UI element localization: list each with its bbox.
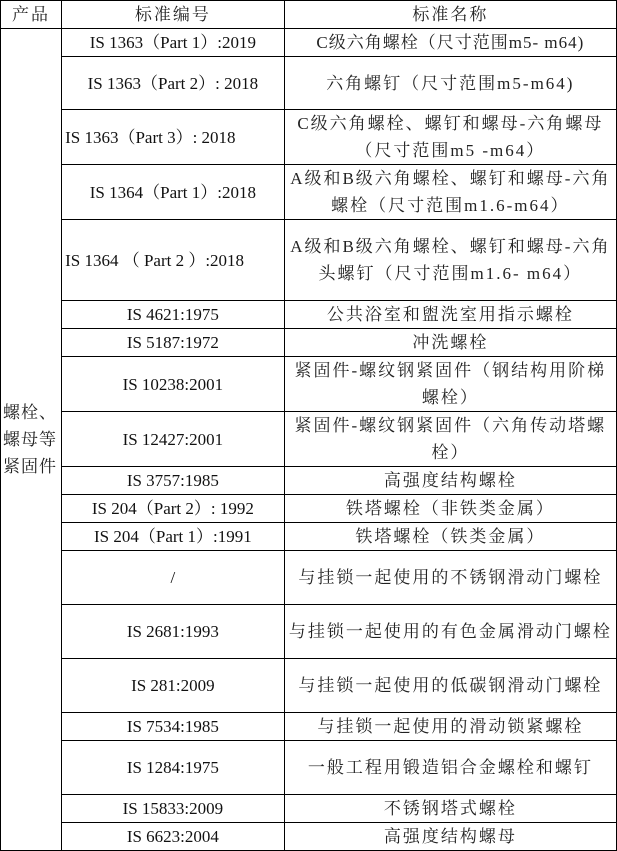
table-row — [1, 329, 617, 357]
standard-code: IS 1364（Part 1）:2018 — [62, 165, 285, 220]
table-row — [1, 220, 617, 301]
standard-code: IS 6623:2004 — [62, 823, 285, 851]
table-row — [1, 29, 617, 57]
standard-name: 一般工程用锻造铝合金螺栓和螺钉 — [284, 741, 616, 795]
header-row — [1, 1, 617, 29]
table-row — [1, 605, 617, 659]
standard-name: 铁塔螺栓（铁类金属） — [284, 523, 616, 551]
standard-name: 高强度结构螺母 — [284, 823, 616, 851]
table-row — [1, 357, 617, 412]
standard-code: IS 281:2009 — [62, 659, 285, 713]
standard-code: IS 204（Part 2）: 1992 — [62, 495, 285, 523]
standard-name: 与挂锁一起使用的低碳钢滑动门螺栓 — [284, 659, 616, 713]
standard-code: IS 12427:2001 — [62, 412, 285, 467]
table-row — [1, 713, 617, 741]
table-row — [1, 301, 617, 329]
standard-name: 不锈钢塔式螺栓 — [284, 795, 616, 823]
standard-name: 六角螺钉（尺寸范围m5-m64) — [284, 57, 616, 110]
standard-name: 紧固件-螺纹钢紧固件（六角传动塔螺栓） — [284, 412, 616, 467]
standard-code: IS 1364 （ Part 2 ）:2018 — [62, 220, 285, 301]
standard-code: IS 1363（Part 3）: 2018 — [62, 110, 285, 165]
standard-name: A级和B级六角螺栓、螺钉和螺母-六角头螺钉（尺寸范围m1.6- m64） — [284, 220, 616, 301]
standard-code: IS 4621:1975 — [62, 301, 285, 329]
product-group-cell: 螺栓、螺母等紧固件 — [1, 29, 62, 851]
standard-code: IS 3757:1985 — [62, 467, 285, 495]
standard-name: C级六角螺栓（尺寸范围m5- m64) — [284, 29, 616, 57]
standard-name: 与挂锁一起使用的滑动锁紧螺栓 — [284, 713, 616, 741]
table-row — [1, 523, 617, 551]
standard-code: IS 10238:2001 — [62, 357, 285, 412]
table-row — [1, 823, 617, 851]
table-row — [1, 741, 617, 795]
table-row — [1, 412, 617, 467]
standard-code: IS 5187:1972 — [62, 329, 285, 357]
standard-code: IS 7534:1985 — [62, 713, 285, 741]
table-row — [1, 467, 617, 495]
standard-code: IS 1363（Part 1）:2019 — [62, 29, 285, 57]
table-row — [1, 110, 617, 165]
table-row — [1, 165, 617, 220]
standard-name: 与挂锁一起使用的有色金属滑动门螺栓 — [284, 605, 616, 659]
standard-name: C级六角螺栓、螺钉和螺母-六角螺母（尺寸范围m5 -m64） — [284, 110, 616, 165]
standard-name: 冲洗螺栓 — [284, 329, 616, 357]
standard-code: IS 1284:1975 — [62, 741, 285, 795]
table-row — [1, 795, 617, 823]
table-row — [1, 659, 617, 713]
header-product: 产品 — [1, 1, 62, 29]
standard-name: 公共浴室和盥洗室用指示螺栓 — [284, 301, 616, 329]
standard-name: 高强度结构螺栓 — [284, 467, 616, 495]
header-name: 标准名称 — [284, 1, 616, 29]
standard-name: 铁塔螺栓（非铁类金属） — [284, 495, 616, 523]
standard-name: A级和B级六角螺栓、螺钉和螺母-六角螺栓（尺寸范围m1.6-m64） — [284, 165, 616, 220]
header-code: 标准编号 — [62, 1, 285, 29]
standard-code: IS 1363（Part 2）: 2018 — [62, 57, 285, 110]
table-row — [1, 551, 617, 605]
standard-name: 紧固件-螺纹钢紧固件（钢结构用阶梯螺栓） — [284, 357, 616, 412]
standard-code: IS 204（Part 1）:1991 — [62, 523, 285, 551]
standard-code: IS 15833:2009 — [62, 795, 285, 823]
standard-code: IS 2681:1993 — [62, 605, 285, 659]
standard-name: 与挂锁一起使用的不锈钢滑动门螺栓 — [284, 551, 616, 605]
table-row — [1, 57, 617, 110]
standard-code: / — [62, 551, 285, 605]
table-row — [1, 495, 617, 523]
